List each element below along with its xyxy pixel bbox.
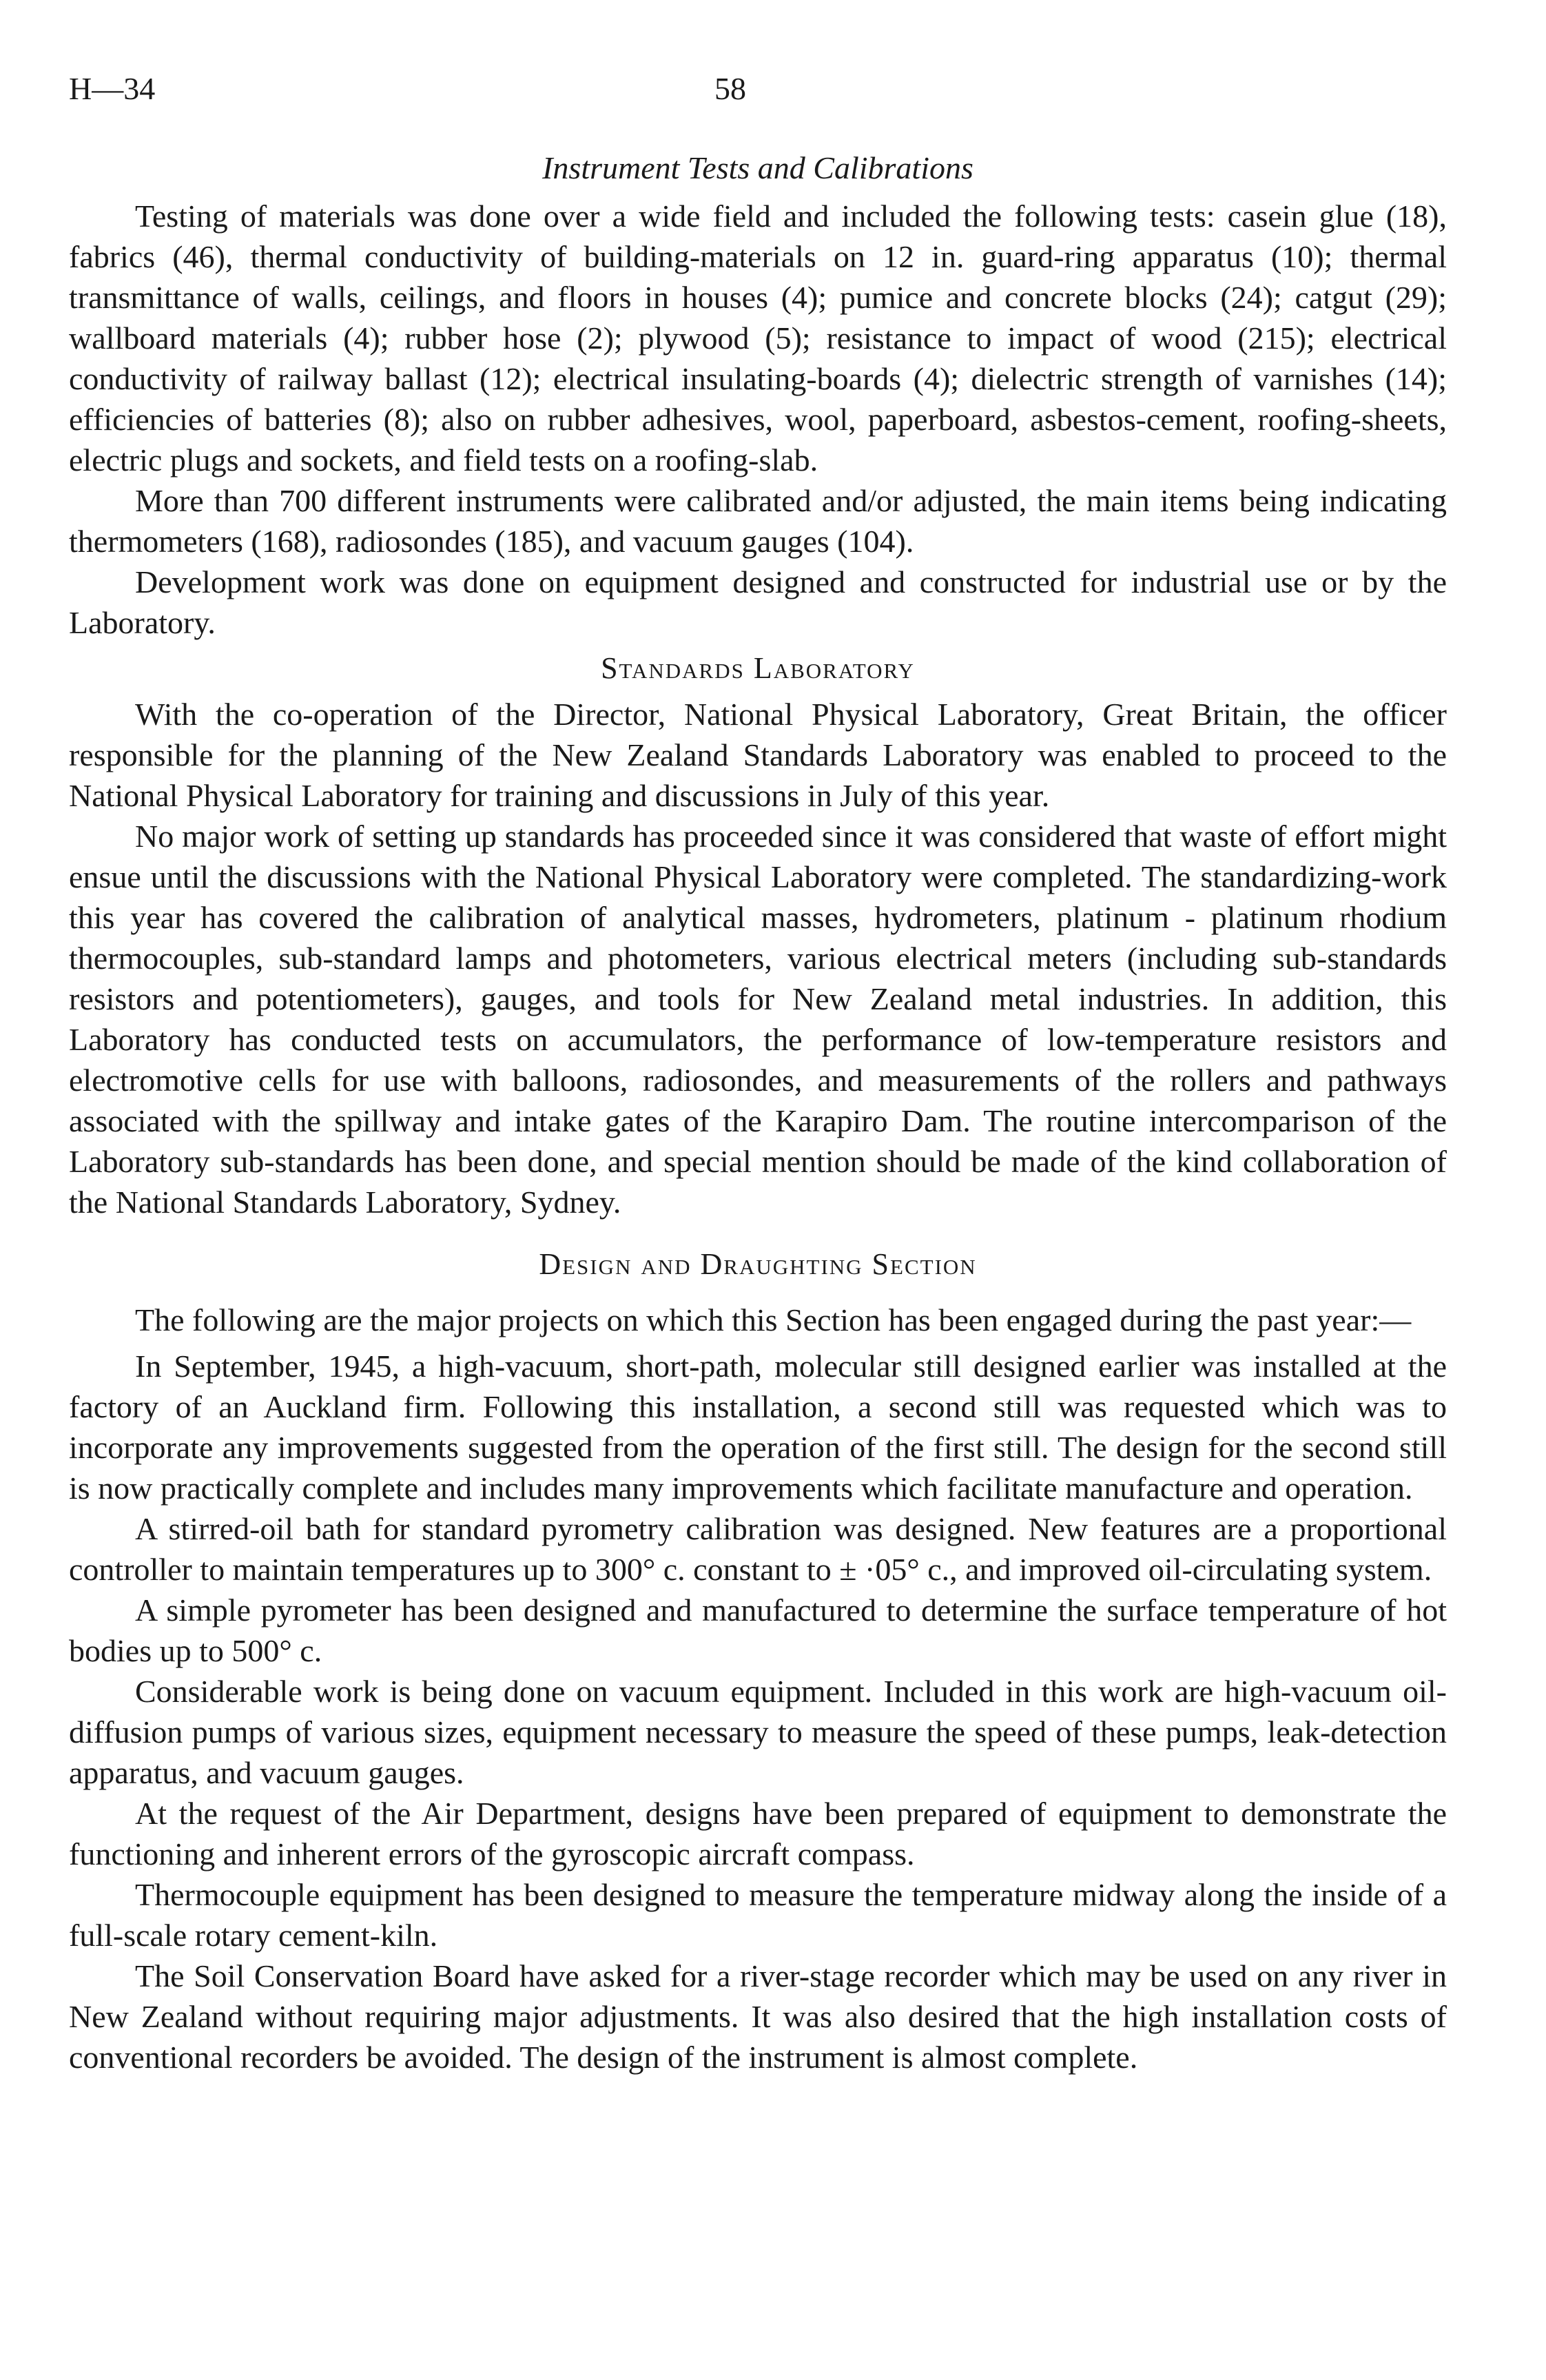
section-instrument-tests: [69, 146, 1447, 643]
section-heading: Instrument Tests and Calibrations: [542, 150, 973, 185]
section-heading: Design and Draughting Section: [539, 1247, 977, 1281]
paragraph: A stirred-oil bath for standard pyrometry calibration was designed. New features are a proportional controller to maintain temperatures up to 300° c. constant to ± ·05° c., and improved oil-circulating system.: [69, 1511, 1447, 1587]
paragraph: More than 700 different instruments were calibrated and/or adjusted, the main items being indicating thermometers (168), radiosondes (185), and vacuum gauges (104).: [69, 483, 1447, 559]
paragraph: At the request of the Air Department, designs have been prepared of equipment to demonstrate the functioning and inherent errors of the gyroscopic aircraft compass.: [69, 1796, 1447, 1871]
paragraph: With the co-operation of the Director, National Physical Laboratory, Great Britain, the officer responsible for the planning of the New Zealand Standards Laboratory was enabled to proceed to the National Physical Laboratory for training and discussions in July of this year.: [69, 697, 1447, 813]
paragraph: Considerable work is being done on vacuum equipment. Included in this work are high-vacuum oil-diffusion pumps of various sizes, equipment necessary to measure the speed of these pumps, leak-detection apparatus, and vacuum gauges.: [69, 1674, 1447, 1790]
paragraph: No major work of setting up standards has proceeded since it was considered that waste of effort might ensue until the discussions with the National Physical Laboratory were completed. The standardizing-work this year has covered the calibration of analytical masses, hydrometers, platinum - platinum rhodium thermocouples, sub-standard lamps and photometers, various electrical meters (including sub-standards resistors and potentiometers), gauges, and tools for New Zealand metal industries. In addition, this Laboratory has conducted tests on accumulators, the performance of low-temperature resistors and electromotive cells for use with balloons, radiosondes, and measurements of the rollers and pathways associated with the spillway and intake gates of the Karapiro Dam. The routine intercomparison of the Laboratory sub-standards has been done, and special mention should be made of the kind collaboration of the National Standards Laboratory, Sydney.: [69, 819, 1447, 1220]
paragraph: The following are the major projects on which this Section has been engaged during the past year:—: [135, 1302, 1412, 1337]
paragraph: A simple pyrometer has been designed and manufactured to determine the surface temperature of hot bodies up to 500° c.: [69, 1592, 1447, 1668]
document-reference: H—34: [69, 71, 156, 106]
paragraph: Testing of materials was done over a wide field and included the following tests: casein glue (18), fabrics (46), thermal conductivity of building-materials on 12 in. guard-ring apparatus (10); thermal transmittance of walls, ceilings, and floors in houses (4); pumice and concrete blocks (24); catgut (29); wallboard materials (4); rubber hose (2); plywood (5); resistance to impact of wood (215); electrical conductivity of railway ballast (12); electrical insulating-boards (4); dielectric strength of varnishes (14); efficiencies of batteries (8); also on rubber adhesives, wool, paperboard, asbestos-cement, roofing-sheets, electric plugs and sockets, and field tests on a roofing-slab.: [69, 198, 1447, 478]
document-body: [69, 146, 1447, 2078]
paragraph: Thermocouple equipment has been designed to measure the temperature midway along the inside of a full-scale rotary cement-kiln.: [69, 1877, 1447, 1953]
page-number: 58: [714, 71, 746, 106]
section-heading: Standards Laboratory: [601, 651, 915, 685]
running-header: [69, 63, 1447, 119]
document-page: [69, 0, 1447, 2380]
paragraph: In September, 1945, a high-vacuum, short-path, molecular still designed earlier was installed at the factory of an Auckland firm. Following this installation, a second still was requested which was to incorporate any improvements suggested from the operation of the first still. The design for the second still is now practically complete and includes many improvements which facilitate manufacture and operation.: [69, 1348, 1447, 1506]
section-standards-laboratory: [69, 647, 1447, 1222]
paragraph: The Soil Conservation Board have asked for a river-stage recorder which may be used on any river in New Zealand without requiring major adjustments. It was also desired that the high installation costs of conventional recorders be avoided. The design of the instrument is almost complete.: [69, 1958, 1447, 2075]
section-design-draughting: [69, 1243, 1447, 2078]
paragraph: Development work was done on equipment designed and constructed for industrial use or by the Laboratory.: [69, 564, 1447, 640]
